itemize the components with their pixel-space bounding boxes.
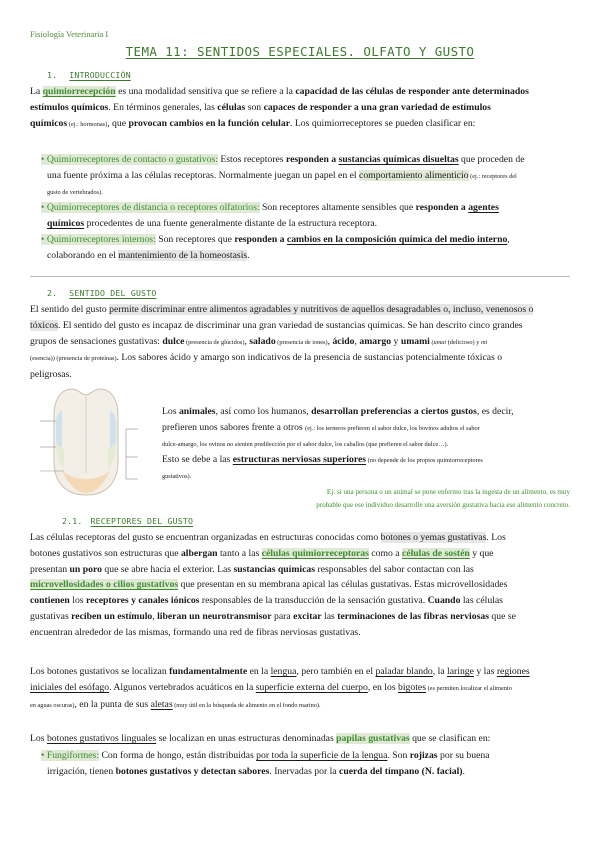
section-divider xyxy=(30,276,570,277)
example-note: Ej: si una persona o un animal se pone enfermo tras la ingesta de un alimento, es muy probable que ese individuo desarrolle una aversión gustativa hacia ese alimento concreto. xyxy=(316,488,570,509)
list-item: • Quimiorreceptores internos: Son receptores que responden a cambios en la composición química del medio interno, xyxy=(41,233,510,245)
page-title: TEMA 11: SENTIDOS ESPECIALES. OLFATO Y GUSTO xyxy=(125,44,475,59)
papilas-list: • Fungiformes: Con forma de hongo, están distribuidas por toda la superficie de la lengua. Son rojizas por su buena irrigación, tienen botones gustativos y detectan sabores. Inervadas por la cuerda del tímpano (N. facial). xyxy=(41,748,571,780)
list-item: • Fungiformes: Con forma de hongo, están distribuidas por toda la superficie de la lengua. Son rojizas por su buena xyxy=(41,750,490,761)
animal-preferences-paragraph: Los animales, así como los humanos, desarrollan preferencias a ciertos gustos, es decir, prefieren unos sabores frente a otros (ej.: los terneros prefieren el sabor dulce, los bovinos adultos el sabor dulce-amargo, los ovinos no sienten predilección por el sabor dulce, los caballos (que prefieren el sabor dulce…). Esto se debe a las estructuras nerviosas superiores (no depende de los propios quimiorreceptores gustativos). xyxy=(162,406,514,481)
gusto-paragraph: El sentido del gusto permite discriminar entre alimentos agradables y nutritivos de aquellos desagradables o, incluso, venenosos o tóxicos. El sentido del gusto es incapaz de discriminar una gran variedad de sustancias químicas. Se han descrito cinco grandes grupos de sensaciones gustativas: dulce (presencia de glúcidos), salado (presencia de iones), ácido, amargo y umami (umai (delicioso) y mi (esencia)) (presencia de proteínas). Los sabores ácido y amargo son indicativos de la presencia de sustancias potencialmente tóxicas o peligrosas. xyxy=(30,304,534,381)
section-heading-sentido-del-gusto: 2. SENTIDO DEL GUSTO xyxy=(47,288,157,298)
course-header: Fisiología Veterinaria I xyxy=(30,29,109,39)
section-heading-introduccion: 1. INTRODUCCIÓN xyxy=(47,70,131,80)
intro-paragraph: La quimiorrecepción es una modalidad sensitiva que se refiere a la capacidad de las células de responder ante determinados estímulos químicos. En términos generales, las células son capaces de responder a una gran variedad de estímulos químicos (ej.: hormonas), que provocan cambios en la función celular. Los quimiorreceptores se pueden clasificar en: xyxy=(30,86,529,129)
papilas-paragraph: Los botones gustativos linguales se localizan en unas estructuras denominadas papilas gustativas que se clasifican en: xyxy=(30,733,491,744)
location-paragraph: Los botones gustativos se localizan fundamentalmente en la lengua, pero también en el paladar blando, la laringe y las regiones iniciales del esófago. Algunos vertebrados acuáticos en la superficie externa del cuerpo, en los bigotes (es permiten localizar el alimento en aguas oscuras), en la punta de sus aletas (muy útil en la búsqueda de alimento en el fondo marino). xyxy=(30,666,530,710)
list-item: • Quimiorreceptores de distancia o receptores olfatorios: Son receptores altamente sensibles que responden a agentes xyxy=(41,202,499,214)
tongue-taste-map-illustration xyxy=(30,383,152,501)
chemoreceptor-list: • Quimiorreceptores de contacto o gustativos: Estos receptores responden a sustancias químicas disueltas que proceden de una fuente próxima a las células receptoras. Normalmente juegan un papel en el comportamiento alimenticio (ej.: receptores del gusto de vertebrados). • Quimiorreceptores de distancia o receptores olfatorios: Son receptores altamente sensibles que responden a agentes químicos procedentes de una fuente generalmente distante de la estructura receptora. • Quimiorreceptores internos: Son receptores que responden a cambios en la composición química del medio interno, colaborando en el mantenimiento de la homeostasis. xyxy=(41,152,571,264)
section-heading-receptores-del-gusto: 2.1. RECEPTORES DEL GUSTO xyxy=(62,516,194,526)
receptores-paragraph: Las células receptoras del gusto se encuentran organizadas en estructuras conocidas como botones o yemas gustativas. Los botones gustativos son estructuras que albergan tanto a las células quimiorreceptoras como a células de sostén y que presentan un poro que se abre hacia el exterior. Las sustancias químicas responsables del sabor contactan con las microvellosidades o cilios gustativos que presentan en su membrana apical las células gustativas. Estas microvellosidades contienen los receptores y canales iónicos responsables de la transducción de la sensación gustativa. Cuando las células gustativas reciben un estímulo, liberan un neurotransmisor para excitar las terminaciones de las fibras nerviosas que se encuentran alrededor de las mismas, formando una red de fibras nerviosas gustativas. xyxy=(30,532,516,638)
list-item: • Quimiorreceptores de contacto o gustativos: Estos receptores responden a sustancias químicas disueltas que proceden de xyxy=(41,154,525,165)
